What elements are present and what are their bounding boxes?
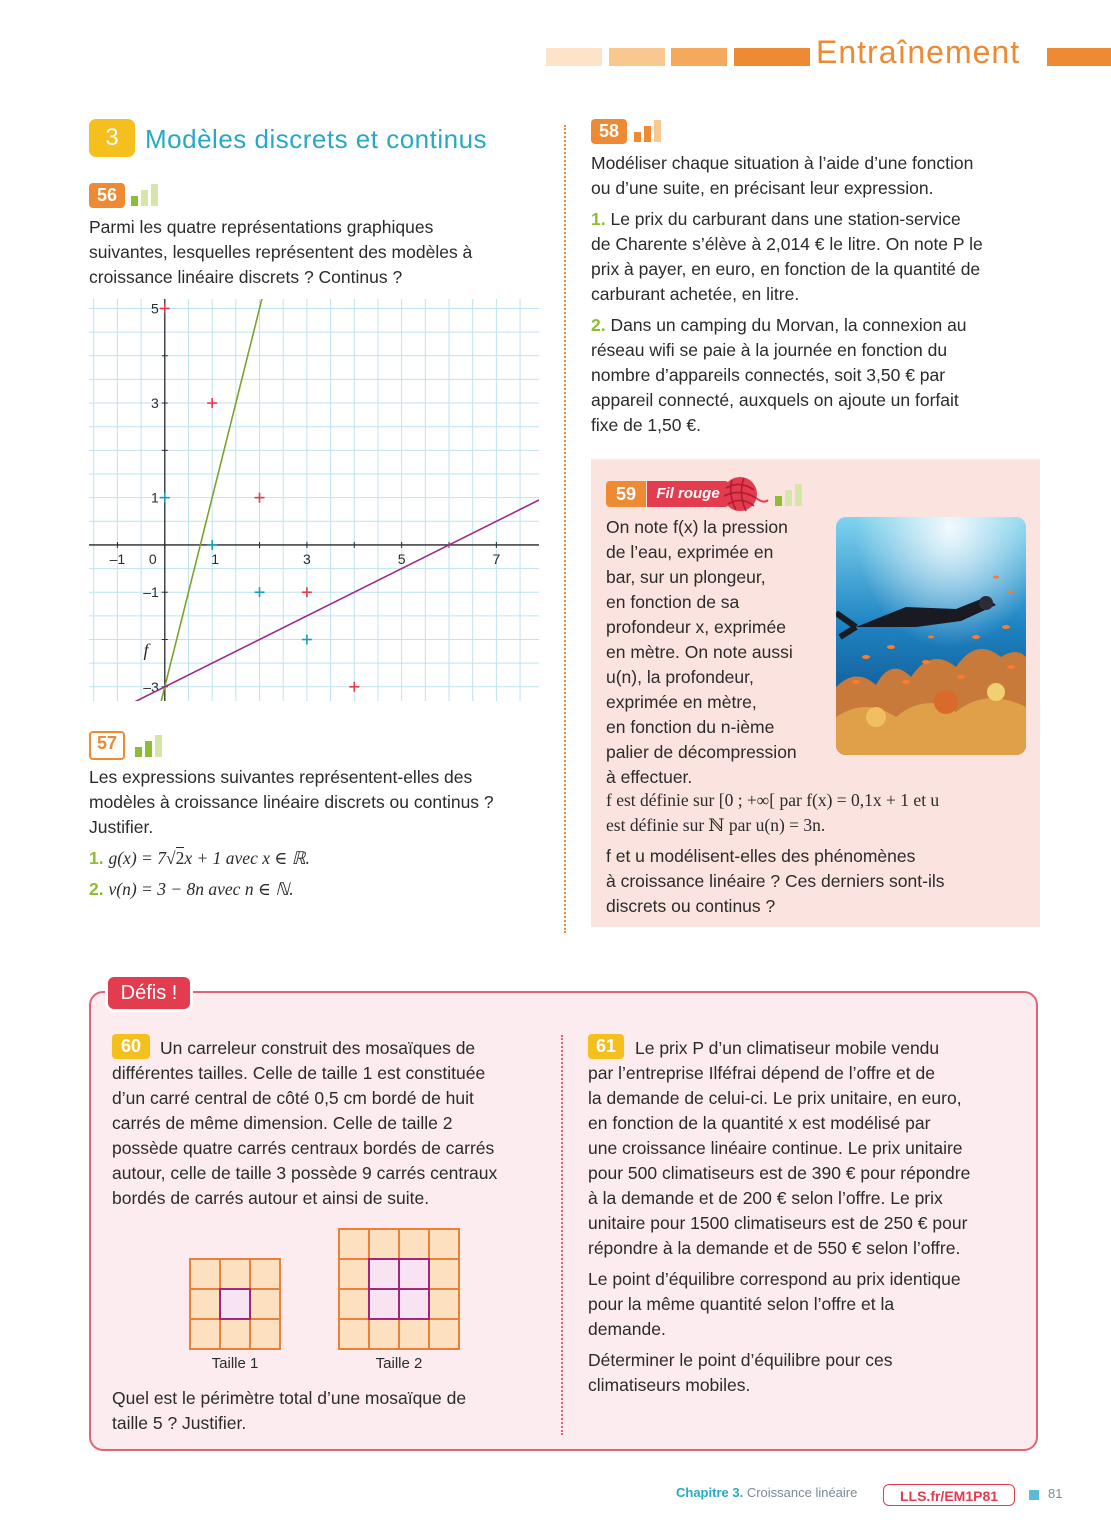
- caption-size-2: Taille 2: [375, 1355, 423, 1372]
- header-title: Entraînement: [816, 34, 1021, 70]
- section-title: Modèles discrets et continus: [145, 124, 488, 154]
- tick-label: 5: [150, 300, 159, 317]
- tick-label: –1: [109, 550, 126, 567]
- exercise-59-text: On note f(x) la pression de l’eau, exprimée en bar, sur un plongeur, en fonction de sa profondeur x, exprimée en mètre. On note aussi u(n), la profondeur, exprimée en mètre, en fonction du n-ième palier de décompression à effectuer.: [606, 517, 797, 787]
- exercise-59-definitions: f est définie sur [0 ; +∞[ par f(x) = 0,1x + 1 et u est définie sur ℕ par u(n) = 3n. f et u modélisent-elles des phénomènes à croissance linéaire ? Ces derniers sont-ils discrets ou continus ?: [606, 790, 945, 916]
- column-separator: [564, 125, 566, 933]
- exercise-61-text: Le prix P d’un climatiseur mobile vendu par l’entreprise Ilféfrai dépend de l’offre et de la demande de celui-ci. Le prix unitaire, en euro, en fonction de la quantité x est modélisé par une croissance linéaire continue. Le prix unitaire pour 500 climatiseurs est de 390 € pour répondre à la demande et de 200 € selon l’offre. Le prix unitaire pour 1500 climatiseurs est de 250 € pour répondre à la demande et de 550 € selon l’offre. Le point d’équilibre correspond au prix identique pour la même quantité selon l’offre et la demande. Déterminer le point d’équilibre pour ces climatiseurs mobiles.: [588, 1038, 971, 1395]
- text-line: Modéliser chaque situation à l’aide d’une fonction: [591, 153, 974, 173]
- text-line: Les expressions suivantes représentent-elles des: [89, 767, 473, 787]
- page-number: 81: [1048, 1486, 1063, 1501]
- text-line: Parmi les quatre représentations graphiques: [89, 217, 434, 237]
- data-point: [160, 493, 170, 503]
- diver-photo: [836, 517, 1026, 755]
- tick-label: 5: [397, 550, 406, 567]
- question-2: 2. Dans un camping du Morvan, la connexion au réseau wifi se paie à la journée en fonction du nombre d’appareils connectés, soit 3,50 € par appareil connecté, auxquels on ajoute un forfait fixe de 1,50 €.: [591, 315, 967, 435]
- fil-rouge-tag: Fil rouge: [647, 481, 729, 507]
- graph-plot: [89, 299, 539, 701]
- footer-link[interactable]: LLS.fr/EM1P81: [883, 1484, 1015, 1506]
- tick-label: 3: [302, 550, 311, 567]
- data-point: [302, 635, 312, 645]
- exercise-60-question: Quel est le périmètre total d’une mosaïque de taille 5 ? Justifier.: [112, 1388, 467, 1433]
- question-1: 1. g(x) = 7√2x + 1 avec x ∈ ℝ.: [89, 848, 310, 868]
- tick-label: 1: [211, 550, 220, 567]
- difficulty-level-icon: [131, 184, 158, 206]
- exercise-58-badge: 58: [591, 119, 627, 144]
- data-point: [302, 587, 312, 597]
- section-number: 3: [89, 119, 135, 157]
- defis-separator: [561, 1035, 563, 1435]
- difficulty-level-icon: [135, 735, 162, 757]
- difficulty-level-icon: [634, 120, 661, 142]
- data-point: [160, 303, 170, 313]
- question-1: 1. Le prix du carburant dans une station-service de Charente s’élève à 2,014 € le litre. On note P le prix à payer, en euro, en fonction de la quantité de carburant achetée, en litre.: [591, 209, 983, 304]
- yarn-ball-icon: [718, 474, 770, 514]
- tick-label: –3: [143, 678, 159, 695]
- caption-size-1: Taille 1: [211, 1355, 259, 1372]
- tick-label: 7: [492, 550, 501, 567]
- tick-label: 3: [150, 395, 159, 412]
- data-point: [349, 682, 359, 692]
- footer-square-icon: [1029, 1490, 1039, 1500]
- exercise-59-badge: 59: [606, 481, 646, 507]
- tick-label: 0: [148, 550, 157, 567]
- exercise-57-text: [89, 765, 544, 902]
- exercise-60-text: Un carreleur construit des mosaïques de différentes tailles. Celle de taille 1 est constituée d’un carré central de côté 0,5 cm bordé de huit carrés de même dimension. Celle de taille 2 possède quatre carrés centraux bordés de carrés autour, celle de taille 3 possède 9 carrés centraux bordés de carrés autour et ainsi de suite.: [112, 1038, 498, 1208]
- mosaic-size-2: [338, 1228, 460, 1350]
- tick-label: 1: [150, 489, 159, 506]
- text-line: modèles à croissance linéaire discrets ou continus ?: [89, 792, 494, 812]
- exercise-60-badge: 60: [112, 1034, 150, 1059]
- mosaic-size-1: [189, 1258, 281, 1350]
- text-line: Justifier.: [89, 817, 154, 837]
- exercise-56-badge: 56: [89, 183, 125, 208]
- data-point: [207, 540, 217, 550]
- data-point: [207, 398, 217, 408]
- exercise-58-text: [591, 151, 1041, 438]
- series-line-3: [89, 500, 539, 701]
- data-point: [255, 587, 265, 597]
- defis-tag: Défis !: [108, 977, 190, 1009]
- text-line: croissance linéaire discrets ? Continus ?: [89, 267, 403, 287]
- text-line: suivantes, lesquelles représentent des modèles à: [89, 242, 473, 262]
- text-line: ou d’une suite, en précisant leur expression.: [591, 178, 934, 198]
- data-point: [255, 493, 265, 503]
- difficulty-level-icon: [775, 484, 802, 506]
- footer-chapter: Chapitre 3. Croissance linéaire: [676, 1485, 858, 1500]
- curve-label: f: [143, 640, 149, 661]
- question-2: 2. v(n) = 3 − 8n avec n ∈ ℕ.: [89, 879, 294, 899]
- tick-label: –1: [143, 584, 159, 601]
- exercise-56-text: [89, 215, 539, 290]
- exercise-61-badge: 61: [588, 1034, 624, 1059]
- exercise-57-badge: 57: [89, 731, 125, 760]
